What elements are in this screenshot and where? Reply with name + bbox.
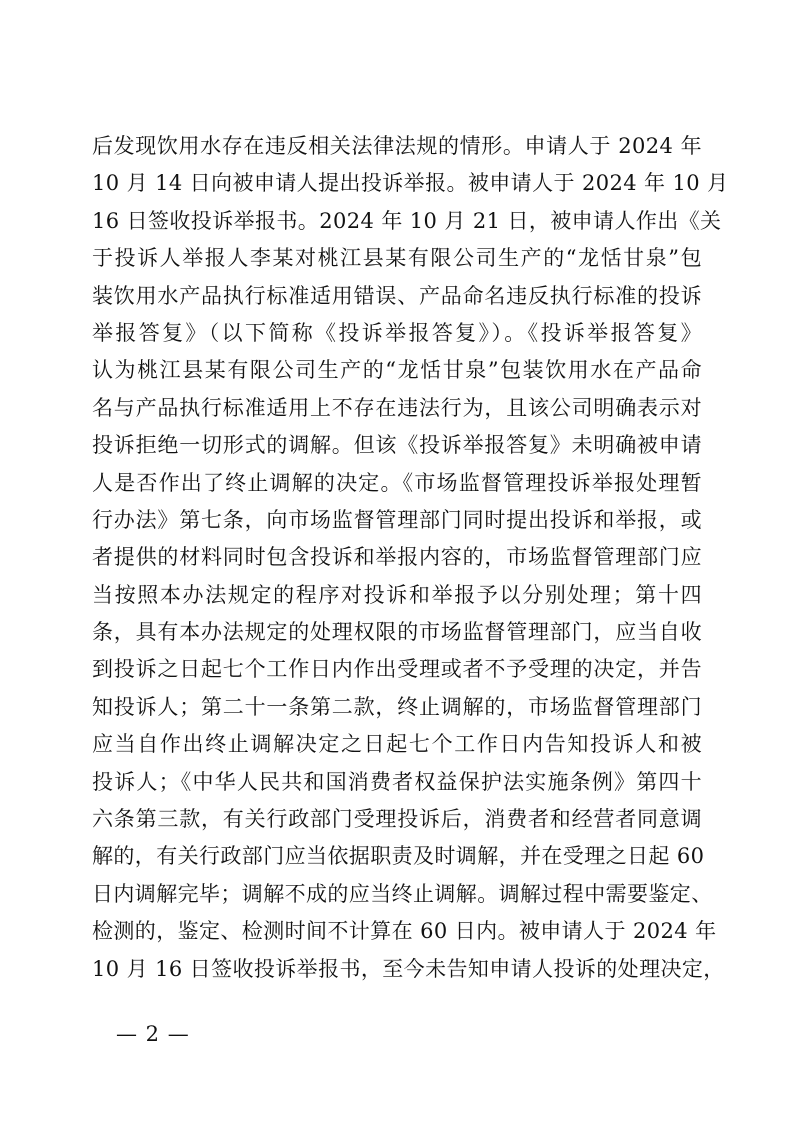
body-line: 者提供的材料同时包含投诉和举报内容的，市场监督管理部门应 <box>92 545 702 570</box>
body-line: 六条第三款，有关行政部门受理投诉后，消费者和经营者同意调 <box>92 807 702 832</box>
body-line: 投诉人；《中华人民共和国消费者权益保护法实施条例》第四十 <box>92 769 702 794</box>
body-line: 16 日签收投诉举报书。2024 年 10 月 21 日，被申请人作出《关 <box>92 208 722 233</box>
body-line: 10 月 16 日签收投诉举报书，至今未告知申请人投诉的处理决定， <box>92 956 725 981</box>
body-line: 举报答复》（以下简称《投诉举报答复》）。《投诉举报答复》 <box>92 320 702 345</box>
body-line: 解的，有关行政部门应当依据职责及时调解，并在受理之日起 60 <box>92 844 705 869</box>
body-line: 投诉拒绝一切形式的调解。但该《投诉举报答复》未明确被申请 <box>92 433 702 458</box>
body-line: 于投诉人举报人李某对桃江县某有限公司生产的“龙恬甘泉”包 <box>92 246 702 271</box>
body-line: 知投诉人；第二十一条第二款，终止调解的，市场监督管理部门 <box>92 694 702 719</box>
body-line: 日内调解完毕；调解不成的应当终止调解。调解过程中需要鉴定、 <box>92 881 713 906</box>
body-line: 后发现饮用水存在违反相关法律法规的情形。申请人于 2024 年 <box>92 134 702 158</box>
body-line: 应当自作出终止调解决定之日起七个工作日内告知投诉人和被 <box>92 732 702 757</box>
document-body <box>92 128 729 988</box>
body-line: 10 月 14 日向被申请人提出投诉举报。被申请人于 2024 年 10 月 <box>92 171 729 196</box>
body-line: 人是否作出了终止调解的决定。《市场监督管理投诉举报处理暂 <box>92 470 702 495</box>
body-line: 行办法》第七条，向市场监督管理部门同时提出投诉和举报，或 <box>92 507 702 532</box>
body-line: 检测的，鉴定、检测时间不计算在 60 日内。被申请人于 2024 年 <box>92 919 717 944</box>
body-line: 当按照本办法规定的程序对投诉和举报予以分别处理；第十四 <box>92 582 702 607</box>
body-line: 名与产品执行标准适用上不存在违法行为，且该公司明确表示对 <box>92 395 702 420</box>
body-line: 装饮用水产品执行标准适用错误、产品命名违反执行标准的投诉 <box>92 283 702 308</box>
body-line: 到投诉之日起七个工作日内作出受理或者不予受理的决定，并告 <box>92 657 702 682</box>
body-line: 条，具有本办法规定的处理权限的市场监督管理部门，应当自收 <box>92 620 702 645</box>
page-number: — 2 — <box>116 1022 190 1046</box>
body-line: 认为桃江县某有限公司生产的“龙恬甘泉”包装饮用水在产品命 <box>92 358 702 383</box>
